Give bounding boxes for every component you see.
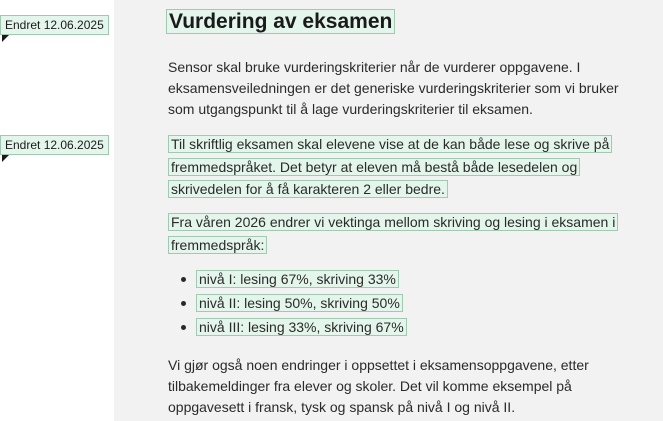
list-item-text: nivå II: lesing 50%, skriving 50% xyxy=(196,294,403,312)
weighting-change-paragraph xyxy=(168,211,618,256)
list-item-text: nivå III: lesing 33%, skriving 67% xyxy=(196,318,407,336)
bullet-icon xyxy=(181,325,186,330)
list-item xyxy=(168,292,407,316)
weighting-list xyxy=(168,268,407,340)
page-title-text: Vurdering av eksamen xyxy=(166,9,395,34)
weighting-change-text: Fra våren 2026 endrer vi vektinga mellom skriving og lesing i eksamen i fremmedspråk: xyxy=(168,213,618,254)
closing-paragraph: Vi gjør også noen endringer i oppsettet i eksamensoppgavene, etter tilbakemeldinger fra elever og skoler. Det vil komme eksempel på oppgavesett i fransk, tysk og spansk på nivå I og nivå II. xyxy=(168,357,589,415)
list-item xyxy=(168,316,407,340)
list-item-text: nivå I: lesing 67%, skriving 33% xyxy=(196,270,399,288)
written-exam-text: Til skriftlig eksamen skal elevene vise at de kan både lese og skrive på fremmedspråket. Det betyr at eleven må bestå både lesedelen og skrivedelen for å få karakteren 2 eller bedre. xyxy=(168,135,612,198)
written-exam-paragraph xyxy=(168,133,648,201)
list-item xyxy=(168,268,407,292)
page-title xyxy=(166,8,395,36)
bullet-icon xyxy=(181,277,186,282)
change-marker-written-exam[interactable] xyxy=(0,135,109,155)
change-marker-label: Endret 12.06.2025 xyxy=(5,18,104,32)
intro-paragraph: Sensor skal bruke vurderingskriterier når de vurderer oppgavene. I eksamensveiledningen er det generiske vurderingskriterier som vi bruker som utgangspunkt til å lage vurderingskriterier til eksamen. xyxy=(168,59,619,117)
change-marker-heading[interactable] xyxy=(0,15,109,35)
bullet-icon xyxy=(181,301,186,306)
corner-marker-icon xyxy=(2,35,9,42)
change-marker-label: Endret 12.06.2025 xyxy=(5,138,104,152)
corner-marker-icon xyxy=(2,155,9,162)
